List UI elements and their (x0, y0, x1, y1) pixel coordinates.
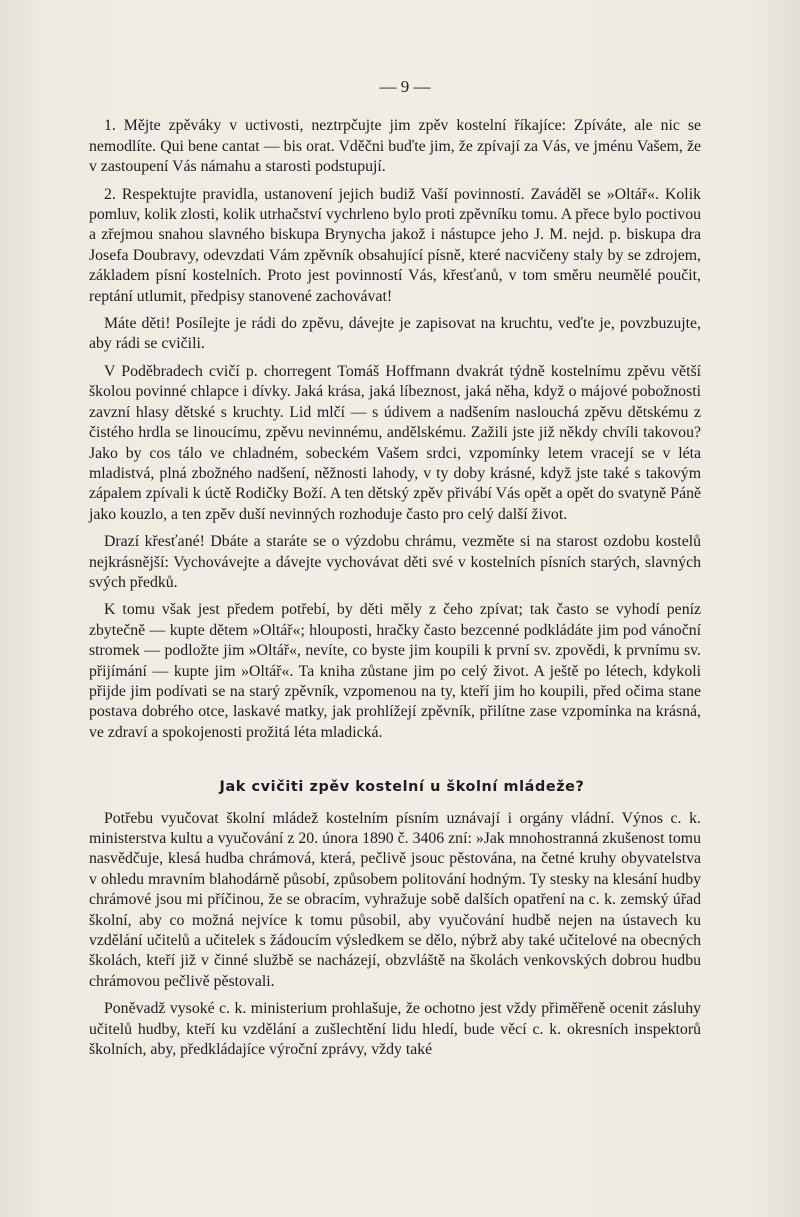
paragraph-5: Drazí křesťané! Dbáte a staráte se o výzdobu chrámu, vezměte si na starost ozdobu kostelů nejkrásnější: Vychovávejte a dávejte vychovávat děti své v kostelních písních starých, slavných svých předků. (89, 533, 701, 591)
paragraph-2: 2. Respektujte pravidla, ustanovení jejich budiž Vaší povinností. Zaváděl se »Oltář«. Kolik pomluv, kolik zlosti, kolik utrhačství vychrleno bylo proti zpěvníku tomu. A přece bylo poctivou a zřejmou snahou slavného biskupa Brynycha jakož i nástupce jeho J. M. nejd. p. biskupa dra Josefa Doubravy, odevzdati Vám zpěvník obsahující písně, které nacvičeny staly by se zdrojem, základem písní kostelních. Proto jest povinností Vás, křesťanů, v tom směru neumělé poučit, reptání utlumit, předpisy stanovené zachovávat! (89, 185, 701, 305)
section-heading: Jak cvičiti zpěv kostelní u školní mládeže? (219, 779, 585, 796)
paragraph-1: 1. Mějte zpěváky v uctivosti, neztrpčujte jim zpěv kostelní říkajíce: Zpíváte, ale nic se nemodlíte. Qui bene cantat — bis orat. Vděčni buďte jim, že zpívají za Vás, ve jménu Vašem, že v zastoupení Vás námahu a starosti podstupují. (89, 117, 701, 176)
paragraph-7: Potřebu vyučovat školní mládež kostelním písním uznávají i orgány vládní. Výnos c. k. ministerstva kultu a vyučování z 20. února 1890 č. 3406 zní: »Jak mnohostranná zkušenost tomu nasvědčuje, klesá hudba chrámová, která, pečlivě jsouc pěstována, na četné kruhy obyvatelstva v ohledu mravním blahodárně působí, způsobem politování hodným. Ty stesky na klesání hudby chrámové jsou mi příčinou, že se obracím, vyhražuje sobě dalších opatření na c. k. zemský úřad školní, aby co možná nejvíce k tomu působil, aby vyučování hudbě nejen na ústavech ku vzdělání učitelů a učitelek s žádoucím výsledkem se dělo, nýbrž aby také učitelové na obecných školách, kteří již v činné službě se nacházejí, obzvláště na školách venkovských dobrou hudbu chrámovou pečlivě pěstovali. (89, 809, 701, 990)
paragraph-4: V Poděbradech cvičí p. chorregent Tomáš Hoffmann dvakrát týdně kostelnímu zpěvu větší školou povinné chlapce i dívky. Jaká krása, jaká líbeznost, jaká něha, když o májové pobožnosti zavzní hlasy dětské s kruchty. Lid mlčí — s údivem a nadšením naslouchá zpěvu dětskému z čistého hrdla se linoucímu, zpěvu nevinnému, andělskému. Zažili jste již někdy chvíli takovou? Jako by cos tálo ve chladném, sobeckém Vašem srdci, vzpomínky letem vracejí se v léta mladistvá, plná zbožného nadšení, něžnosti lahody, v ty doby krásné, když jste také s takovým zápalem zpívali k úctě Rodičky Boží. A ten dětský zpěv přivábí Vás opět a opět do svatyně Páně jako kouzlo, a ten zpěv duší nevinných rozhoduje často pro celý další život. (89, 362, 701, 523)
page-number: — 9 — (379, 77, 431, 96)
paragraph-8: Poněvadž vysoké c. k. ministerium prohlašuje, že ochotno jest vždy přiměřeně ocenit zásluhy učitelů hudby, kteří ku vzdělání a zušlechtění lidu hledí, bude věcí c. k. okresních inspektorů školních, aby, předkládajíce výroční zprávy, vždy také (89, 1000, 701, 1059)
paragraph-6: K tomu však jest předem potřebí, by děti měly z čeho zpívat; tak často se vyhodí peníz zbytečně — kupte dětem »Oltář«; hlouposti, hračky často bezcenné podkládáte jim pod vánoční stromek — podložte jim »Oltář«, nevíte, co byste jim koupili k první sv. zpovědi, k prvnímu sv. přijímání — kupte jim »Oltář«. Ta kniha zůstane jim po celý život. A ještě po létech, kdykoli přijde jim podívati se na starý zpěvník, vzpomenou na ty, kteří jim ho koupili, před očima stane postava dobrého otce, laskavé matky, jak prohlížejí zpěvník, přilítne zase vzpomínka na krásná, ve zdraví a spokojenosti prožitá léta mladická. (89, 601, 701, 741)
paragraph-3: Máte děti! Posílejte je rádi do zpěvu, dávejte je zapisovat na kruchtu, veďte je, povzbuzujte, aby rádi se cvičili. (89, 315, 701, 353)
page-content (89, 77, 701, 1067)
